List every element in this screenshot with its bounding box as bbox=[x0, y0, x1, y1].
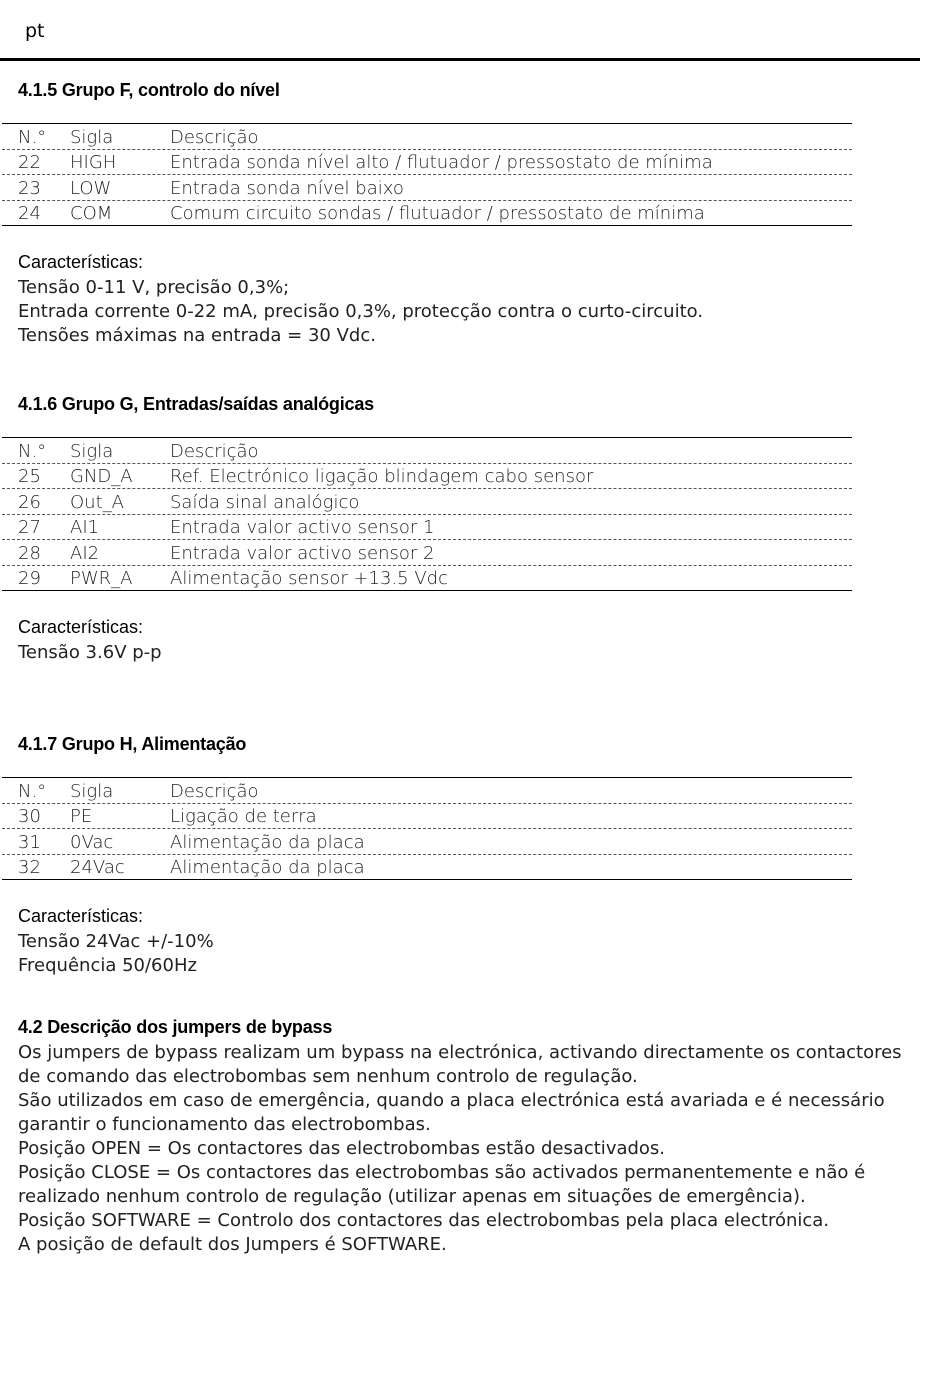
feature-line: Frequência 50/60Hz bbox=[18, 955, 197, 976]
header-sigla: Sigla bbox=[70, 780, 114, 802]
header-sigla: Sigla bbox=[70, 126, 114, 148]
section-group-f bbox=[18, 80, 918, 348]
cell-sigla: AI2 bbox=[70, 542, 100, 564]
table-group-h bbox=[2, 777, 852, 880]
cell-no: 28 bbox=[18, 542, 41, 564]
features-title: Características: bbox=[18, 617, 144, 637]
features-title: Características: bbox=[18, 906, 144, 926]
table-row bbox=[2, 515, 852, 541]
table-row bbox=[2, 150, 852, 176]
paragraph: Posição SOFTWARE = Controlo dos contactores das electrobombas pela placa electrónica. bbox=[18, 1210, 830, 1231]
cell-desc: Entrada sonda nível baixo bbox=[170, 177, 404, 199]
paragraph: São utilizados em caso de emergência, quando a placa electrónica está avariada e é necessário garantir o funcionamento das electrobombas. bbox=[18, 1090, 885, 1135]
cell-sigla: HIGH bbox=[70, 152, 117, 173]
cell-no: 23 bbox=[18, 177, 41, 199]
feature-line: Tensão 3.6V p-p bbox=[18, 642, 162, 663]
cell-no: 27 bbox=[18, 517, 41, 538]
cell-desc: Alimentação da placa bbox=[170, 831, 365, 853]
paragraph: Posição CLOSE = Os contactores das electrobombas são activados permanentemente e não é realizado nenhum controlo de regulação (utilizar apenas em situações de emergência). bbox=[18, 1162, 866, 1207]
cell-sigla: 24Vac bbox=[70, 857, 125, 878]
cell-no: 32 bbox=[18, 857, 41, 878]
table-header-row bbox=[2, 438, 852, 464]
cell-sigla: 0Vac bbox=[70, 831, 114, 853]
header-desc: Descrição bbox=[170, 126, 259, 148]
table-row bbox=[2, 489, 852, 515]
cell-no: 31 bbox=[18, 831, 41, 853]
cell-sigla: COM bbox=[70, 203, 113, 224]
cell-desc: Entrada valor activo sensor 1 bbox=[170, 517, 435, 538]
cell-no: 30 bbox=[18, 806, 41, 827]
cell-sigla: LOW bbox=[70, 177, 112, 199]
cell-sigla: Out_A bbox=[70, 491, 124, 513]
header-sigla: Sigla bbox=[70, 440, 114, 462]
table-group-f bbox=[2, 123, 852, 226]
header-desc: Descrição bbox=[170, 780, 259, 802]
cell-no: 29 bbox=[18, 568, 41, 589]
cell-desc: Entrada valor activo sensor 2 bbox=[170, 542, 435, 564]
cell-sigla: PE bbox=[70, 806, 93, 827]
table-row bbox=[2, 566, 852, 591]
cell-desc: Alimentação da placa bbox=[170, 857, 365, 878]
header-no: N.° bbox=[18, 126, 47, 148]
cell-sigla: PWR_A bbox=[70, 568, 133, 589]
section-group-h bbox=[18, 734, 918, 978]
table-header-row bbox=[2, 124, 852, 150]
table-row bbox=[2, 201, 852, 226]
paragraph: Posição OPEN = Os contactores das electrobombas estão desactivados. bbox=[18, 1138, 666, 1159]
table-row bbox=[2, 804, 852, 830]
table-group-g bbox=[2, 437, 852, 591]
cell-no: 26 bbox=[18, 491, 41, 513]
table-header-row bbox=[2, 778, 852, 804]
cell-no: 24 bbox=[18, 203, 41, 224]
feature-line: Tensão 24Vac +/-10% bbox=[18, 931, 214, 952]
cell-no: 22 bbox=[18, 152, 41, 173]
section-title: 4.1.7 Grupo H, Alimentação bbox=[18, 734, 247, 754]
table-row bbox=[2, 540, 852, 566]
cell-desc: Ref. Electrónico ligação blindagem cabo sensor bbox=[170, 466, 594, 487]
section-jumpers bbox=[18, 1017, 918, 1257]
cell-desc: Comum circuito sondas / flutuador / pressostato de mínima bbox=[170, 203, 705, 224]
paragraph: Os jumpers de bypass realizam um bypass na electrónica, activando directamente os contactores de comando das electrobombas sem nenhum controlo de regulação. bbox=[18, 1042, 902, 1087]
cell-desc: Ligação de terra bbox=[170, 806, 317, 827]
cell-desc: Saída sinal analógico bbox=[170, 491, 360, 513]
page-header bbox=[0, 0, 920, 61]
feature-line: Tensões máximas na entrada = 30 Vdc. bbox=[18, 325, 376, 346]
cell-no: 25 bbox=[18, 466, 41, 487]
cell-sigla: GND_A bbox=[70, 466, 133, 487]
table-row bbox=[2, 464, 852, 490]
cell-desc: Alimentação sensor +13.5 Vdc bbox=[170, 568, 448, 589]
section-title: 4.1.5 Grupo F, controlo do nível bbox=[18, 80, 280, 100]
features-title: Características: bbox=[18, 252, 144, 272]
header-no: N.° bbox=[18, 780, 47, 802]
feature-line: Tensão 0-11 V, precisão 0,3%; bbox=[18, 277, 290, 298]
cell-sigla: AI1 bbox=[70, 517, 100, 538]
section-title: 4.2 Descrição dos jumpers de bypass bbox=[18, 1017, 333, 1037]
table-row bbox=[2, 175, 852, 201]
cell-desc: Entrada sonda nível alto / flutuador / pressostato de mínima bbox=[170, 152, 713, 173]
section-title: 4.1.6 Grupo G, Entradas/saídas analógicas bbox=[18, 394, 374, 414]
header-no: N.° bbox=[18, 440, 47, 462]
section-group-g bbox=[18, 394, 918, 665]
feature-line: Entrada corrente 0-22 mA, precisão 0,3%, protecção contra o curto-circuito. bbox=[18, 301, 704, 322]
header-desc: Descrição bbox=[170, 440, 259, 462]
table-row bbox=[2, 855, 852, 880]
paragraph: A posição de default dos Jumpers é SOFTWARE. bbox=[18, 1234, 447, 1255]
table-row bbox=[2, 829, 852, 855]
language-code: pt bbox=[25, 20, 45, 42]
